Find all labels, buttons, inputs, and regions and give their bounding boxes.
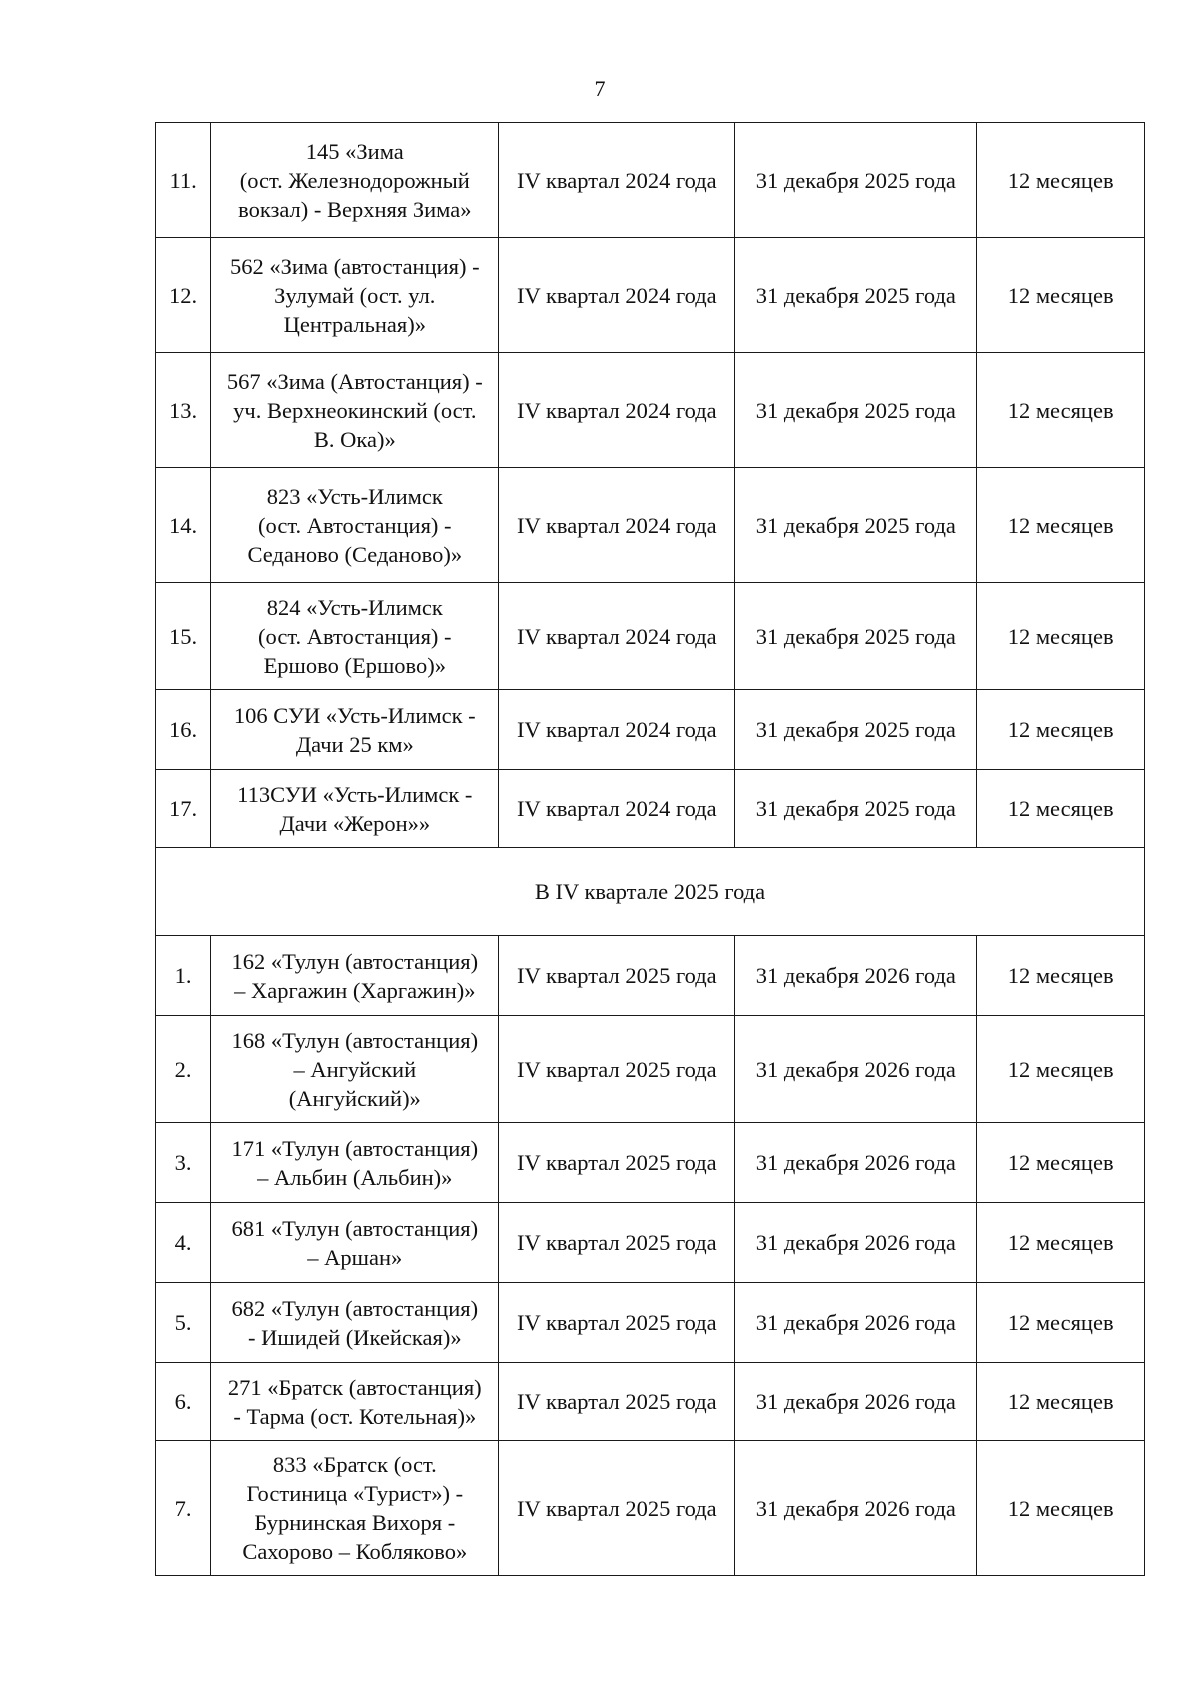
- row-number: 17.: [156, 770, 211, 848]
- start-period: IV квартал 2025 года: [499, 1123, 735, 1203]
- table-row: [156, 123, 1145, 238]
- row-number: 16.: [156, 690, 211, 770]
- start-period: IV квартал 2025 года: [499, 1016, 735, 1123]
- route-name: 171 «Тулун (автостанция) – Альбин (Альбин)»: [211, 1123, 499, 1203]
- row-number: 11.: [156, 123, 211, 238]
- route-name: 168 «Тулун (автостанция) – Ангуйский (Ангуйский)»: [211, 1016, 499, 1123]
- row-number: 6.: [156, 1363, 211, 1441]
- start-period: IV квартал 2024 года: [499, 123, 735, 238]
- route-name: 113СУИ «Усть-Илимск - Дачи «Жерон»»: [211, 770, 499, 848]
- end-date: 31 декабря 2026 года: [735, 936, 977, 1016]
- route-name: 106 СУИ «Усть-Илимск - Дачи 25 км»: [211, 690, 499, 770]
- duration: 12 месяцев: [977, 1123, 1145, 1203]
- start-period: IV квартал 2024 года: [499, 770, 735, 848]
- routes-table: [155, 122, 1145, 1576]
- duration: 12 месяцев: [977, 770, 1145, 848]
- table-row: [156, 690, 1145, 770]
- end-date: 31 декабря 2026 года: [735, 1441, 977, 1576]
- end-date: 31 декабря 2025 года: [735, 770, 977, 848]
- duration: 12 месяцев: [977, 468, 1145, 583]
- end-date: 31 декабря 2025 года: [735, 353, 977, 468]
- duration: 12 месяцев: [977, 690, 1145, 770]
- table-row: [156, 770, 1145, 848]
- duration: 12 месяцев: [977, 1441, 1145, 1576]
- end-date: 31 декабря 2026 года: [735, 1203, 977, 1283]
- row-number: 13.: [156, 353, 211, 468]
- end-date: 31 декабря 2025 года: [735, 468, 977, 583]
- duration: 12 месяцев: [977, 238, 1145, 353]
- duration: 12 месяцев: [977, 1363, 1145, 1441]
- section-title: В IV квартале 2025 года: [156, 848, 1145, 936]
- table-row: [156, 1123, 1145, 1203]
- table-row: [156, 353, 1145, 468]
- end-date: 31 декабря 2025 года: [735, 123, 977, 238]
- section-row: [156, 848, 1145, 936]
- row-number: 7.: [156, 1441, 211, 1576]
- route-name: 823 «Усть-Илимск (ост. Автостанция) - Седаново (Седаново)»: [211, 468, 499, 583]
- row-number: 15.: [156, 583, 211, 690]
- start-period: IV квартал 2024 года: [499, 583, 735, 690]
- start-period: IV квартал 2025 года: [499, 1363, 735, 1441]
- row-number: 12.: [156, 238, 211, 353]
- table-row: [156, 1283, 1145, 1363]
- route-name: 562 «Зима (автостанция) - Зулумай (ост. ул. Центральная)»: [211, 238, 499, 353]
- row-number: 14.: [156, 468, 211, 583]
- start-period: IV квартал 2025 года: [499, 1203, 735, 1283]
- table-row: [156, 1016, 1145, 1123]
- page-number: 7: [594, 76, 606, 101]
- route-name: 681 «Тулун (автостанция) – Аршан»: [211, 1203, 499, 1283]
- end-date: 31 декабря 2025 года: [735, 583, 977, 690]
- route-name: 833 «Братск (ост. Гостиница «Турист») - Бурнинская Вихоря - Сахорово – Кобляково»: [211, 1441, 499, 1576]
- start-period: IV квартал 2025 года: [499, 1441, 735, 1576]
- start-period: IV квартал 2024 года: [499, 468, 735, 583]
- row-number: 4.: [156, 1203, 211, 1283]
- start-period: IV квартал 2025 года: [499, 1283, 735, 1363]
- end-date: 31 декабря 2025 года: [735, 238, 977, 353]
- table-row: [156, 583, 1145, 690]
- table-row: [156, 936, 1145, 1016]
- route-name: 162 «Тулун (автостанция) – Харгажин (Харгажин)»: [211, 936, 499, 1016]
- route-name: 145 «Зима (ост. Железнодорожный вокзал) - Верхняя Зима»: [211, 123, 499, 238]
- table-row: [156, 238, 1145, 353]
- end-date: 31 декабря 2025 года: [735, 690, 977, 770]
- route-name: 682 «Тулун (автостанция) - Ишидей (Икейская)»: [211, 1283, 499, 1363]
- start-period: IV квартал 2024 года: [499, 238, 735, 353]
- table-row: [156, 1441, 1145, 1576]
- table-row: [156, 1363, 1145, 1441]
- row-number: 5.: [156, 1283, 211, 1363]
- end-date: 31 декабря 2026 года: [735, 1363, 977, 1441]
- row-number: 1.: [156, 936, 211, 1016]
- start-period: IV квартал 2024 года: [499, 353, 735, 468]
- table-row: [156, 1203, 1145, 1283]
- duration: 12 месяцев: [977, 1016, 1145, 1123]
- row-number: 2.: [156, 1016, 211, 1123]
- route-name: 824 «Усть-Илимск (ост. Автостанция) - Ершово (Ершово)»: [211, 583, 499, 690]
- duration: 12 месяцев: [977, 583, 1145, 690]
- duration: 12 месяцев: [977, 1203, 1145, 1283]
- start-period: IV квартал 2025 года: [499, 936, 735, 1016]
- end-date: 31 декабря 2026 года: [735, 1283, 977, 1363]
- route-name: 567 «Зима (Автостанция) - уч. Верхнеокинский (ост. В. Ока)»: [211, 353, 499, 468]
- duration: 12 месяцев: [977, 123, 1145, 238]
- end-date: 31 декабря 2026 года: [735, 1016, 977, 1123]
- duration: 12 месяцев: [977, 936, 1145, 1016]
- row-number: 3.: [156, 1123, 211, 1203]
- duration: 12 месяцев: [977, 1283, 1145, 1363]
- duration: 12 месяцев: [977, 353, 1145, 468]
- start-period: IV квартал 2024 года: [499, 690, 735, 770]
- route-name: 271 «Братск (автостанция) - Тарма (ост. Котельная)»: [211, 1363, 499, 1441]
- table-row: [156, 468, 1145, 583]
- end-date: 31 декабря 2026 года: [735, 1123, 977, 1203]
